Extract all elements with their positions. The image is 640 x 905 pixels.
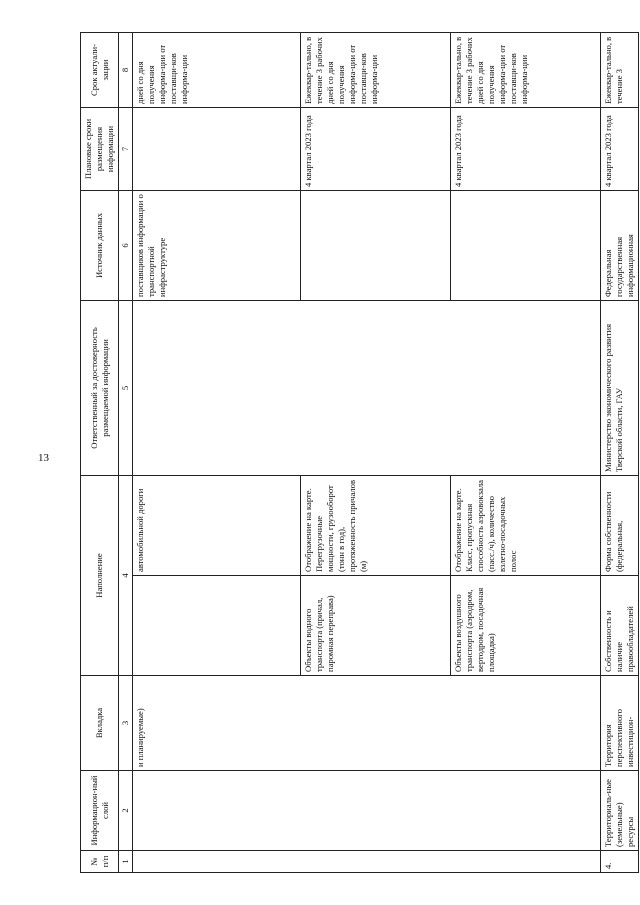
header-layer: Информацион-ный слой bbox=[81, 771, 119, 851]
cell-period: Ежеквар-тально, в течение 3 bbox=[601, 33, 639, 108]
cell-source bbox=[451, 191, 601, 301]
cell-period: дней со дня получения информа-ции от поставщи-ков информа-ции bbox=[133, 33, 301, 108]
cell-layer: Территориаль-ные (земельные) ресурсы bbox=[601, 771, 639, 851]
cell-object: Объекты водного транспорта (причал, паромная переправа) bbox=[301, 576, 451, 676]
cell-layer bbox=[133, 771, 601, 851]
column-number-row bbox=[119, 33, 133, 873]
cell-fill: Отображение на карте. Перегрузочные мощности, грузооборот (тонн в год), протяженность причалов (м) bbox=[301, 476, 451, 576]
cell-tab: и планируемые) bbox=[133, 676, 601, 771]
header-num: № п/п bbox=[81, 851, 119, 873]
cell-tab: Территория перспективного инвестицион- bbox=[601, 676, 639, 771]
header-deadline: Плановые сроки размещения информации bbox=[81, 108, 119, 191]
rotated-table-container bbox=[80, 33, 635, 873]
cell-deadline: 4 квартал 2023 года bbox=[451, 108, 601, 191]
col-number: 6 bbox=[119, 191, 133, 301]
header-period: Срок актуали-зации bbox=[81, 33, 119, 108]
cell-responsible bbox=[133, 301, 601, 476]
cell-object: Объекты воздушного транспорта (аэродром, вертодром, посадочная площадка) bbox=[451, 576, 601, 676]
cell-source: Федеральная государственная информационная bbox=[601, 191, 639, 301]
cell-period: Ежеквар-тально, в течение 3 рабочих дней со дня получения информа-ции от поставщи-ков информа-ции bbox=[301, 33, 451, 108]
header-source: Источник данных bbox=[81, 191, 119, 301]
cell-source: поставщиков информации о транспортной инфраструктуре bbox=[133, 191, 301, 301]
header-row bbox=[81, 33, 119, 873]
cell-deadline: 4 квартал 2023 года bbox=[301, 108, 451, 191]
info-layers-table bbox=[80, 32, 639, 873]
cell-object bbox=[133, 576, 301, 676]
cell-responsible: Министерство экономического развития Тверской области, ГАУ bbox=[601, 301, 639, 476]
col-number: 4 bbox=[119, 476, 133, 676]
cell-num: 4. bbox=[601, 851, 639, 873]
col-number: 7 bbox=[119, 108, 133, 191]
col-number: 2 bbox=[119, 771, 133, 851]
table-row bbox=[133, 33, 301, 873]
cell-object: Собственность и наличие правообладателей bbox=[601, 576, 639, 676]
col-number: 8 bbox=[119, 33, 133, 108]
col-number: 3 bbox=[119, 676, 133, 771]
cell-period: Ежеквар-тально, в течение 3 рабочих дней со дня получения информа-ции от поставщи-ков информа-ции bbox=[451, 33, 601, 108]
col-number: 5 bbox=[119, 301, 133, 476]
header-responsible: Ответственный за достоверность размещаемой информации bbox=[81, 301, 119, 476]
cell-fill: автомобильной дороги bbox=[133, 476, 301, 576]
cell-deadline bbox=[133, 108, 301, 191]
cell-source bbox=[301, 191, 451, 301]
header-fill: Наполнение bbox=[81, 476, 119, 676]
header-tab: Вкладка bbox=[81, 676, 119, 771]
cell-fill: Форма собственности (федеральная, bbox=[601, 476, 639, 576]
cell-fill: Отображение на карте. Класс, пропускная способность аэровокзала (пасс./ч), количество взлетно-посадочных полос bbox=[451, 476, 601, 576]
cell-deadline: 4 квартал 2023 года bbox=[601, 108, 639, 191]
col-number: 1 bbox=[119, 851, 133, 873]
page-number: 13 bbox=[38, 452, 49, 464]
cell-num bbox=[133, 851, 601, 873]
table-row bbox=[601, 33, 639, 873]
